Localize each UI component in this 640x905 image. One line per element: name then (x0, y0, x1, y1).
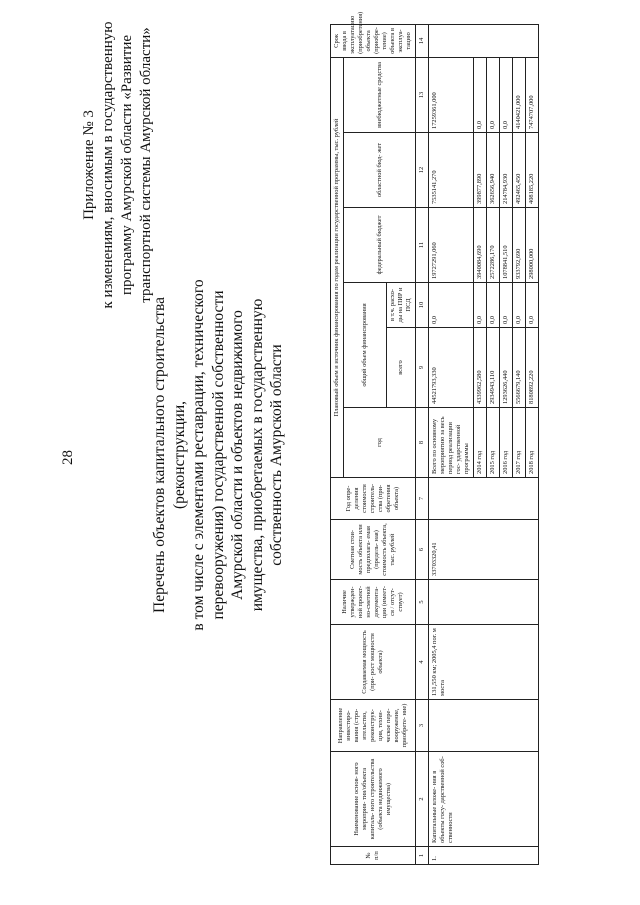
header-design: Наличие утвержден- ной проект- но-сметной документа- ции (имеет- ся / отсут- ствует) (331, 580, 416, 625)
year-extra: 0,0 (500, 57, 513, 132)
title-line: собственность Амурской области (268, 344, 285, 566)
year-label: 2015 год (487, 408, 500, 478)
column-number: 5 (416, 580, 429, 625)
year-label: 2018 год (526, 408, 539, 478)
column-number: 13 (416, 57, 429, 132)
year-total: 2934943,110 (487, 328, 500, 408)
column-number: 6 (416, 520, 429, 580)
document-title (150, 245, 287, 665)
year-regional: 214784,930 (500, 133, 513, 208)
year-federal: 298000,000 (526, 208, 539, 283)
header-total: всего (387, 328, 416, 408)
year-regional: 408185,220 (526, 133, 539, 208)
header-num: № п/п (331, 847, 416, 865)
year-total: 4339962,580 (474, 328, 487, 408)
header-capacity: Создаваемая мощность (при- рост мощности объекта) (331, 625, 416, 700)
year-total: 5566679,140 (513, 328, 526, 408)
year-regional: 7535141,270 (429, 133, 474, 208)
header-federal: федеральный бюджет (344, 208, 416, 283)
column-number: 2 (416, 752, 429, 847)
year-label: 2017 год (513, 408, 526, 478)
column-number: 4 (416, 625, 429, 700)
appendix-line: программу Амурской области «Развитие (119, 34, 135, 296)
row-design (429, 580, 539, 625)
header-year-def: Год опре- деления стоимости строитель- ства (при- обретения объекта) (331, 478, 416, 520)
year-federal: 1078841,510 (500, 208, 513, 283)
year-incl: 0,0 (429, 283, 474, 328)
year-incl: 0,0 (526, 283, 539, 328)
row-term (429, 24, 539, 57)
year-extra: 7474707,000 (526, 57, 539, 132)
title-line: перевооружения) государственной собственности (209, 290, 227, 620)
year-label: 2014 год (474, 408, 487, 478)
year-extra: 4140421,000 (513, 57, 526, 132)
header-direction: Направление инвестиро- вания (стро- ительство, реконструк- ция, техни- ческое пере- вооружение, приобрете- ние) (331, 700, 416, 752)
appendix-line: транспортной системы Амурской области» (138, 27, 154, 303)
appendix-line: Приложение № 3 (81, 110, 97, 220)
year-extra: 0,0 (487, 57, 500, 132)
header-extrabudget: внебюджетные средства (344, 57, 416, 132)
column-number: 3 (416, 700, 429, 752)
title-line: в том числе с элементами реставрации, технического (190, 279, 207, 631)
column-numbers-row (416, 24, 429, 864)
objects-table (330, 11, 539, 865)
title-line: Амурской области и объектов недвижимого (229, 310, 246, 600)
header-name: Наименование основ- ного мероприя- тия/объекта капиталь- ного строительства (объекта недвижимого имущества) (331, 752, 416, 847)
header-cost: Сметная стои- мость объекта или предполага- емая (предель- ная) стоимость объекта, тыс. рублей (331, 520, 416, 580)
header-financing: Плановый объем и источник финансирования по годам реализации государственной программы, тыс. рублей (331, 57, 344, 477)
year-incl: 0,0 (513, 283, 526, 328)
column-number: 9 (416, 328, 429, 408)
year-incl: 0,0 (500, 283, 513, 328)
year-total: 1293626,440 (500, 328, 513, 408)
column-number: 7 (416, 478, 429, 520)
column-number: 14 (416, 24, 429, 57)
column-number: 12 (416, 133, 429, 208)
header-year: год (344, 408, 416, 478)
row-capacity: 131,550 км; 2005,4 пог. м моста (429, 625, 539, 700)
header-row (331, 24, 344, 864)
row-cost: 33703320,41 (429, 520, 539, 580)
column-number: 8 (416, 408, 429, 478)
row-year-def (429, 478, 539, 520)
year-regional: 362656,940 (487, 133, 500, 208)
table-row (429, 24, 474, 864)
header-term: Срок ввода в эксплуатацию (приобретения) объекта (приобре- тение) объекта в эксплуа- тацию (331, 24, 416, 57)
year-incl: 0,0 (474, 283, 487, 328)
row-num: 1. (429, 847, 539, 865)
appendix-header (80, 0, 156, 330)
title-line: имущества, приобретаемых в государственную (248, 298, 266, 612)
year-federal: 19727291,060 (429, 208, 474, 283)
year-regional: 492465,450 (513, 133, 526, 208)
header-incl: в т.ч. расхо- ды на ПИР и ПСД (387, 283, 416, 328)
year-federal: 933792,690 (513, 208, 526, 283)
column-number: 10 (416, 283, 429, 328)
year-extra: 0,0 (474, 57, 487, 132)
title-line: Перечень объектов капитального строительства (реконструкции, (151, 297, 188, 613)
year-extra: 17259361,000 (429, 57, 474, 132)
year-regional: 399877,890 (474, 133, 487, 208)
year-label: 2016 год (500, 408, 513, 478)
column-number: 1 (416, 847, 429, 865)
year-incl: 0,0 (487, 283, 500, 328)
year-label: Всего по основному мероприятию за весь период реализации гос- ударственной программы (429, 408, 474, 478)
year-federal: 3940084,690 (474, 208, 487, 283)
row-direction (429, 700, 539, 752)
year-total: 8180892,220 (526, 328, 539, 408)
year-federal: 2572286,170 (487, 208, 500, 283)
column-number: 11 (416, 208, 429, 283)
year-total: 44521793,330 (429, 328, 474, 408)
row-name: Капитальные вложе- ния в объекты госу- дарственной соб- ственности (429, 752, 539, 847)
page-number: 28 (60, 450, 76, 465)
appendix-line: к изменениям, вносимым в государственную (100, 21, 116, 309)
header-total-volume: общий объем финансирования (344, 283, 387, 408)
header-regional: областной бюд- жет (344, 133, 416, 208)
